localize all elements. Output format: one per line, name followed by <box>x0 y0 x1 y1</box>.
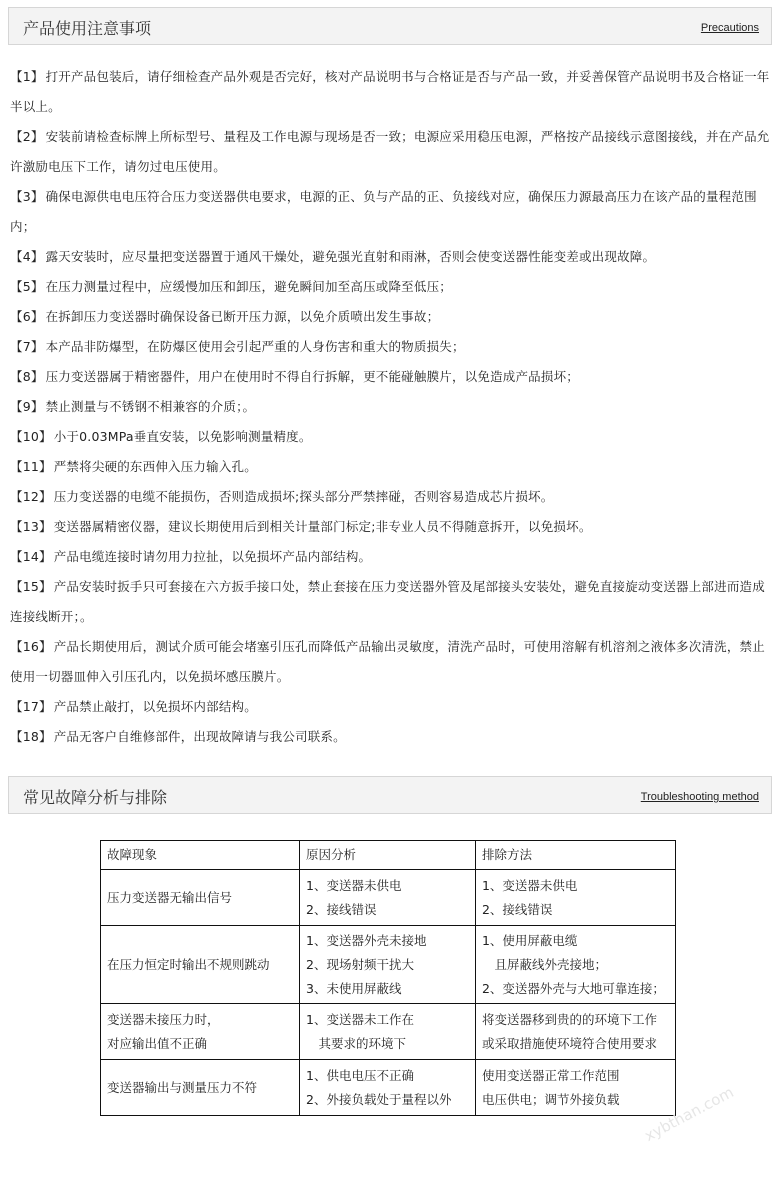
cell-line: 1、变送器未供电 <box>306 877 402 893</box>
precaution-text: 产品安装时扳手只可套接在六方扳手接口处，禁止套接在压力变送器外管及尾部接头安装处，避免直接旋动变送器上部进而造成连接线断开；。 <box>10 579 765 624</box>
precaution-item <box>10 572 776 632</box>
precaution-item <box>10 62 776 122</box>
precaution-number: 【9】 <box>10 399 44 414</box>
cell-symptom <box>101 1004 300 1060</box>
precaution-text: 在压力测量过程中，应缓慢加压和卸压，避免瞬间加至高压或降至低压； <box>45 279 452 294</box>
precautions-list <box>10 62 776 752</box>
precaution-number: 【5】 <box>10 279 44 294</box>
precaution-number: 【4】 <box>10 249 44 264</box>
precautions-header <box>8 7 772 45</box>
precaution-number: 【15】 <box>10 579 52 594</box>
precaution-item <box>10 422 776 452</box>
cell-symptom <box>101 1060 300 1116</box>
cell-cause <box>300 1060 476 1116</box>
precaution-number: 【1】 <box>10 69 44 84</box>
cell-symptom <box>101 870 300 926</box>
cell-line: 2、现场射频干扰大 <box>306 956 414 972</box>
precaution-item <box>10 332 776 362</box>
table-header-row <box>101 841 676 870</box>
table-row <box>101 1004 676 1060</box>
troubleshooting-en-link[interactable]: Troubleshooting method <box>640 791 759 803</box>
precaution-text: 产品长期使用后，测试介质可能会堵塞引压孔而降低产品输出灵敏度，清洗产品时，可使用溶解有机溶剂之液体多次清洗，禁止使用一切器皿伸入引压孔内，以免损坏感压膜片。 <box>10 639 765 684</box>
precaution-text: 确保电源供电电压符合压力变送器供电要求，电源的正、负与产品的正、负接线对应，确保压力源最高压力在该产品的量程范围内； <box>10 189 757 234</box>
cell-fix <box>475 926 675 1004</box>
cell-line: 对应输出值不正确 <box>107 1035 208 1051</box>
table-body <box>101 870 676 1116</box>
precaution-item <box>10 692 776 722</box>
cell-line: 使用变送器正常工作范围 <box>481 1067 620 1083</box>
cell-cause <box>300 1004 476 1060</box>
precautions-en-link[interactable]: Precautions <box>700 22 759 34</box>
precaution-number: 【6】 <box>10 309 44 324</box>
precaution-number: 【11】 <box>10 459 52 474</box>
cell-line: 3、未使用屏蔽线 <box>306 980 402 996</box>
cell-line: 2、接线错误 <box>306 901 377 917</box>
cell-cause <box>300 870 476 926</box>
precaution-text: 小于0.03MPa垂直安装，以免影响测量精度。 <box>53 429 312 444</box>
precaution-number: 【13】 <box>10 519 52 534</box>
cell-line: 在压力恒定时输出不规则跳动 <box>107 956 270 972</box>
cell-line: 1、变送器未供电 <box>481 877 578 893</box>
precaution-text: 禁止测量与不锈钢不相兼容的介质；。 <box>45 399 256 414</box>
cell-line: 变送器未接压力时， <box>107 1011 220 1027</box>
cell-line: 压力变送器无输出信号 <box>107 889 233 905</box>
precaution-number: 【8】 <box>10 369 44 384</box>
cell-fix <box>475 1060 675 1116</box>
precaution-item <box>10 122 776 182</box>
table-row <box>101 870 676 926</box>
cell-line: 1、变送器未工作在 <box>306 1011 414 1027</box>
header-cause: 原因分析 <box>300 841 476 870</box>
cell-line: 2、外接负载处于量程以外 <box>306 1091 452 1107</box>
precaution-text: 本产品非防爆型，在防爆区使用会引起严重的人身伤害和重大的物质损失； <box>45 339 465 354</box>
precaution-text: 安装前请检查标牌上所标型号、量程及工作电源与现场是否一致；电源应采用稳压电源，严格按产品接线示意图接线，并在产品允许激励电压下工作，请勿过电压使用。 <box>10 129 770 174</box>
precaution-number: 【12】 <box>10 489 52 504</box>
precautions-title: 产品使用注意事项 <box>23 19 152 38</box>
precaution-text: 打开产品包装后，请仔细检查产品外观是否完好，核对产品说明书与合格证是否与产品一致，并妥善保管产品说明书及合格证一年半以上。 <box>10 69 770 114</box>
precaution-item <box>10 632 776 692</box>
precaution-item <box>10 722 776 752</box>
cell-line: 2、变送器外壳与大地可靠连接； <box>481 980 665 996</box>
cell-line: 其要求的环境下 <box>306 1035 407 1051</box>
precaution-item <box>10 272 776 302</box>
precaution-text: 露天安装时，应尽量把变送器置于通风干燥处，避免强光直射和雨淋，否则会使变送器性能变差或出现故障。 <box>45 249 656 264</box>
precaution-item <box>10 482 776 512</box>
cell-symptom <box>101 926 300 1004</box>
precaution-number: 【7】 <box>10 339 44 354</box>
precaution-item <box>10 392 776 422</box>
cell-line: 变送器输出与测量压力不符 <box>107 1079 258 1095</box>
precaution-text: 严禁将尖硬的东西伸入压力输入孔。 <box>53 459 257 474</box>
cell-line: 将变送器移到贵的的环境下工作 <box>481 1011 657 1027</box>
precaution-item <box>10 242 776 272</box>
header-symptom: 故障现象 <box>101 841 300 870</box>
cell-line: 1、变送器外壳未接地 <box>306 932 427 948</box>
precaution-text: 产品禁止敲打，以免损坏内部结构。 <box>53 699 257 714</box>
table-row <box>101 1060 676 1116</box>
precaution-number: 【17】 <box>10 699 52 714</box>
precaution-number: 【14】 <box>10 549 52 564</box>
precaution-number: 【3】 <box>10 189 44 204</box>
precaution-text: 在拆卸压力变送器时确保设备已断开压力源，以免介质喷出发生事故； <box>45 309 440 324</box>
precaution-text: 产品电缆连接时请勿用力拉扯，以免损坏产品内部结构。 <box>53 549 372 564</box>
table-row <box>101 926 676 1004</box>
cell-fix <box>475 870 675 926</box>
precaution-item <box>10 182 776 242</box>
troubleshooting-header <box>8 776 772 814</box>
precaution-item <box>10 542 776 572</box>
precaution-number: 【10】 <box>10 429 52 444</box>
cell-line: 或采取措施使环境符合使用要求 <box>481 1035 657 1051</box>
precaution-text: 变送器属精密仪器，建议长期使用后到相关计量部门标定;非专业人员不得随意拆开，以免损坏。 <box>53 519 592 534</box>
cell-line: 1、供电电压不正确 <box>306 1067 414 1083</box>
troubleshooting-table <box>100 840 676 1116</box>
cell-line: 电压供电；调节外接负载 <box>481 1091 620 1107</box>
precaution-item <box>10 452 776 482</box>
cell-fix <box>475 1004 675 1060</box>
precaution-number: 【16】 <box>10 639 52 654</box>
precaution-text: 产品无客户自维修部件，出现故障请与我公司联系。 <box>53 729 346 744</box>
cell-line: 2、接线错误 <box>481 901 553 917</box>
precaution-number: 【18】 <box>10 729 52 744</box>
precaution-number: 【2】 <box>10 129 44 144</box>
cell-cause <box>300 926 476 1004</box>
cell-line: 1、使用屏蔽电缆 <box>481 932 578 948</box>
precaution-item <box>10 512 776 542</box>
header-fix: 排除方法 <box>475 841 675 870</box>
precaution-text: 压力变送器属于精密器件，用户在使用时不得自行拆解，更不能碰触膜片，以免造成产品损坏； <box>45 369 579 384</box>
precaution-item <box>10 362 776 392</box>
precaution-text: 压力变送器的电缆不能损伤，否则造成损坏;探头部分严禁摔碰，否则容易造成芯片损坏。 <box>53 489 554 504</box>
watermark: xybthan.com <box>641 1083 737 1145</box>
precaution-item <box>10 302 776 332</box>
troubleshooting-title: 常见故障分析与排除 <box>23 788 168 807</box>
cell-line: 且屏蔽线外壳接地； <box>481 956 607 972</box>
